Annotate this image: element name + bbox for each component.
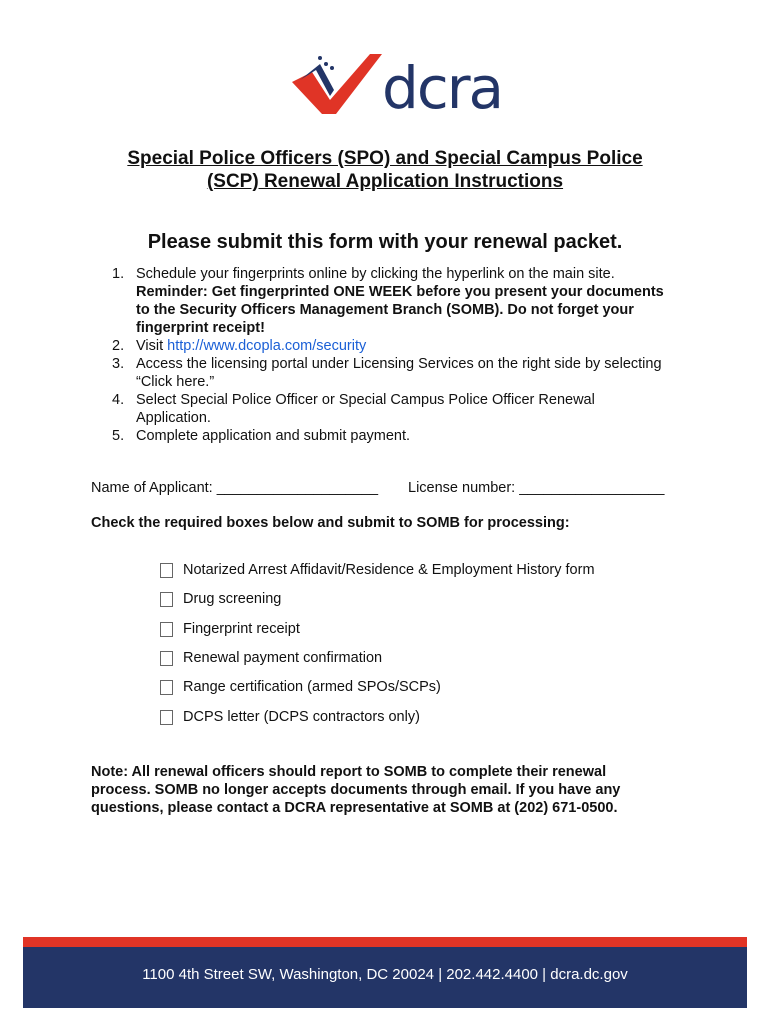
- svg-text:dcra: dcra: [382, 54, 503, 122]
- list-item: [112, 355, 672, 391]
- checkbox-item[interactable]: [160, 591, 281, 607]
- checkbox-label: Notarized Arrest Affidavit/Residence & Employment History form: [183, 562, 595, 578]
- title-line-2: (SCP) Renewal Application Instructions: [206, 171, 564, 192]
- checkbox-label: Drug screening: [183, 591, 282, 607]
- list-item: [112, 337, 672, 355]
- dcra-logo: [290, 42, 503, 122]
- checkbox[interactable]: [160, 622, 173, 637]
- step-number: 1.: [112, 266, 125, 282]
- title-line-1: Special Police Officers (SPO) and Special Campus Police: [127, 148, 643, 169]
- step-text: Visit: [136, 338, 168, 354]
- checkbox-label: DCPS letter (DCPS contractors only): [183, 709, 420, 725]
- reminder-text: Reminder: Get fingerprinted ONE WEEK before you present your documents to the Security Officers Management Branch (SOMB). Do not forget your fingerprint receipt!: [136, 284, 664, 336]
- step-text: Schedule your fingerprints online by clicking the hyperlink on the main site.: [136, 266, 615, 282]
- step-number: 4.: [112, 392, 125, 408]
- list-item: [112, 265, 672, 337]
- instructions-list: [112, 265, 672, 445]
- security-link[interactable]: http://www.dcopla.com/security: [167, 338, 367, 354]
- checkbox[interactable]: [160, 680, 173, 695]
- step-number: 5.: [112, 428, 125, 444]
- heading: Please submit this form with your renewal packet.: [147, 231, 623, 253]
- step-text: Select Special Police Officer or Special Campus Police Officer Renewal Application.: [136, 392, 595, 426]
- step-text: Access the licensing portal under Licensing Services on the right side by selecting “Click here.”: [136, 356, 662, 390]
- checkbox-label: Renewal payment confirmation: [183, 650, 383, 666]
- footer: 1100 4th Street SW, Washington, DC 20024 | 202.442.4400 | dcra.dc.gov: [23, 947, 747, 1008]
- checkbox-item[interactable]: [160, 709, 420, 725]
- step-text: Complete application and submit payment.: [136, 428, 411, 444]
- checkbox-item[interactable]: [160, 650, 382, 666]
- checkbox-item[interactable]: [160, 679, 441, 695]
- checkbox-label: Range certification (armed SPOs/SCPs): [183, 679, 441, 695]
- license-number-field[interactable]: License number: __________________: [408, 480, 665, 496]
- checkbox[interactable]: [160, 651, 173, 666]
- checkbox-label: Fingerprint receipt: [183, 621, 300, 637]
- checkbox[interactable]: [160, 710, 173, 725]
- checkbox-item[interactable]: [160, 621, 300, 637]
- footer-stripe: [23, 937, 747, 947]
- checkbox[interactable]: [160, 592, 173, 607]
- step-number: 2.: [112, 338, 125, 354]
- checkbox-item[interactable]: [160, 562, 595, 578]
- checklist-heading: Check the required boxes below and submit to SOMB for processing:: [91, 515, 570, 531]
- note: Note: All renewal officers should report to SOMB to complete their renewal process. SOMB no longer accepts documents through email. If you have any questions, please contact a DCRA representative at SOMB at (202) 671-0500.: [91, 764, 621, 816]
- step-number: 3.: [112, 356, 125, 372]
- list-item: [112, 427, 672, 445]
- list-item: [112, 391, 672, 427]
- checkbox[interactable]: [160, 563, 173, 578]
- applicant-name-field[interactable]: Name of Applicant: ____________________: [91, 480, 379, 496]
